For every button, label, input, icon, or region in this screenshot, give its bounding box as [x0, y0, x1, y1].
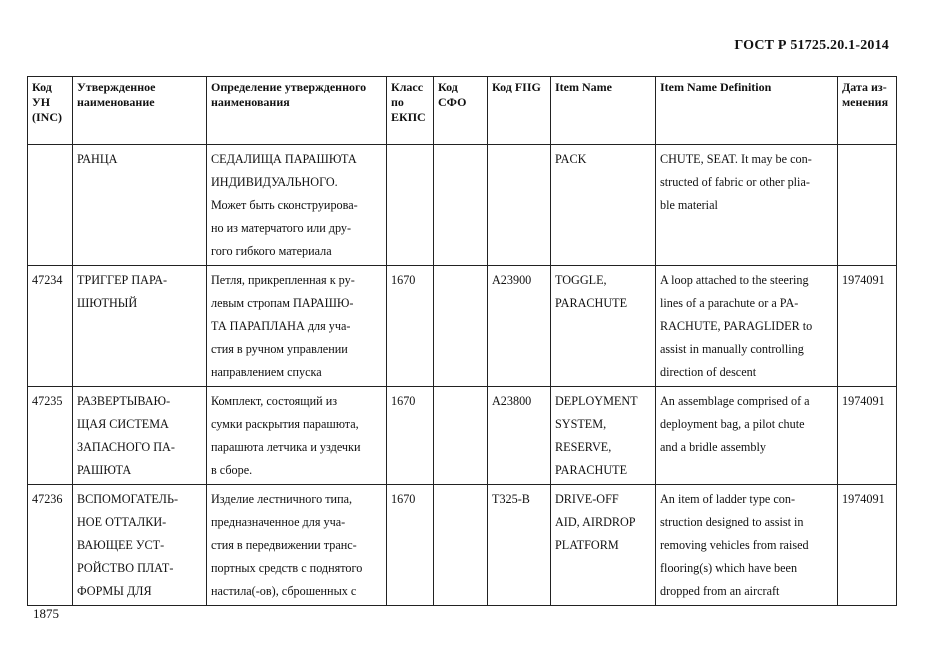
cell-ekps: 1670 [387, 266, 434, 387]
cell-text-line: An item of ladder type con- [660, 492, 796, 506]
cell-text-line: RESERVE, [555, 440, 612, 454]
cell-text-line: Комплект, состоящий из [211, 394, 338, 408]
cell-text-line: TOGGLE, [555, 273, 607, 287]
cell-text-line: and a bridle assembly [660, 440, 766, 454]
cell-text-line: dropped from an aircraft [660, 584, 780, 598]
cell-text-line: НОЕ ОТТАЛКИ- [77, 515, 167, 529]
cell-text-line: Изделие лестничного типа, [211, 492, 353, 506]
cell-text-line: CHUTE, SEAT. It may be con- [660, 152, 812, 166]
page-number: 1875 [33, 606, 59, 621]
cell-text-line: ИНДИВИДУАЛЬНОГО. [211, 175, 338, 189]
table-body [28, 145, 897, 606]
cell-definition [207, 145, 387, 266]
cell-text-line: ТРИГГЕР ПАРА- [77, 273, 168, 287]
cell-text-line: парашюта летчика и уздечки [211, 440, 361, 454]
header-ekps: Класс по ЕКПС [387, 77, 434, 145]
cell-text-line: ФОРМЫ ДЛЯ [77, 584, 152, 598]
cell-change-date [838, 145, 897, 266]
cell-text-line: lines of a parachute or a PA- [660, 296, 799, 310]
cell-fiig [488, 145, 551, 266]
cell-ekps: 1670 [387, 387, 434, 485]
cell-item-name [551, 145, 656, 266]
cell-inc: 47234 [28, 266, 73, 387]
cell-text-line: struction designed to assist in [660, 515, 804, 529]
cell-sfo [434, 485, 488, 606]
cell-fiig: T325-B [488, 485, 551, 606]
cell-fiig: A23900 [488, 266, 551, 387]
table-row [28, 485, 897, 606]
cell-text-line: РАШЮТА [77, 463, 132, 477]
cell-text-line: РАНЦА [77, 152, 118, 166]
header-change-date: Дата из-менения [838, 77, 897, 145]
cell-text-line: assist in manually controlling [660, 342, 804, 356]
cell-change-date: 1974091 [838, 485, 897, 606]
header-approved-name: Утвержденное наименование [73, 77, 207, 145]
cell-text-line: настила(-ов), сброшенных с [211, 584, 357, 598]
cell-text-line: ВАЮЩЕЕ УСТ- [77, 538, 165, 552]
cell-text-line: RACHUTE, PARAGLIDER to [660, 319, 813, 333]
document-id-header: ГОСТ Р 51725.20.1-2014 [734, 38, 889, 53]
cell-definition [207, 266, 387, 387]
cell-inc: 47235 [28, 387, 73, 485]
cell-ekps [387, 145, 434, 266]
cell-text-line: гого гибкого материала [211, 244, 332, 258]
cell-text-line: ВСПОМОГАТЕЛЬ- [77, 492, 178, 506]
cell-text-line: DRIVE-OFF [555, 492, 619, 506]
cell-text-line: предназначенное для уча- [211, 515, 346, 529]
cell-item-name [551, 387, 656, 485]
cell-sfo [434, 145, 488, 266]
cell-text-line: стия в ручном управлении [211, 342, 348, 356]
cell-ekps: 1670 [387, 485, 434, 606]
cell-text-line: direction of descent [660, 365, 757, 379]
classification-table [27, 76, 897, 606]
cell-text-line: левым стропам ПАРАШЮ- [211, 296, 354, 310]
cell-text-line: PARACHUTE [555, 463, 628, 477]
cell-text-line: ТА ПАРАПЛАНА для уча- [211, 319, 351, 333]
cell-text-line: ble material [660, 198, 718, 212]
cell-text-line: ЗАПАСНОГО ПА- [77, 440, 175, 454]
header-item-name: Item Name [551, 77, 656, 145]
cell-text-line: Петля, прикрепленная к ру- [211, 273, 355, 287]
cell-item-name [551, 266, 656, 387]
cell-inc: 47236 [28, 485, 73, 606]
header-inc: Код УН (INC) [28, 77, 73, 145]
cell-text-line: Может быть сконструирова- [211, 198, 358, 212]
cell-approved-name [73, 145, 207, 266]
cell-text-line: removing vehicles from raised [660, 538, 809, 552]
cell-item-name [551, 485, 656, 606]
cell-definition [207, 387, 387, 485]
cell-text-line: PACK [555, 152, 587, 166]
header-definition: Определение утвержденного наименования [207, 77, 387, 145]
cell-text-line: но из матерчатого или дру- [211, 221, 352, 235]
cell-text-line: РАЗВЕРТЫВАЮ- [77, 394, 171, 408]
cell-approved-name [73, 266, 207, 387]
cell-text-line: в сборе. [211, 463, 253, 477]
cell-text-line: SYSTEM, [555, 417, 607, 431]
cell-fiig: A23800 [488, 387, 551, 485]
cell-item-definition [656, 387, 838, 485]
cell-text-line: AID, AIRDROP [555, 515, 636, 529]
cell-text-line: СЕДАЛИЩА ПАРАШЮТА [211, 152, 357, 166]
header-sfo: Код СФО [434, 77, 488, 145]
cell-text-line: РОЙСТВО ПЛАТ- [77, 561, 174, 575]
header-item-name-definition: Item Name Definition [656, 77, 838, 145]
cell-definition [207, 485, 387, 606]
cell-approved-name [73, 387, 207, 485]
cell-text-line: flooring(s) which have been [660, 561, 798, 575]
cell-text-line: A loop attached to the steering [660, 273, 809, 287]
table-row [28, 266, 897, 387]
cell-sfo [434, 266, 488, 387]
cell-change-date: 1974091 [838, 387, 897, 485]
cell-text-line: ШЮТНЫЙ [77, 296, 138, 310]
cell-text-line: An assemblage comprised of a [660, 394, 810, 408]
table-row [28, 145, 897, 266]
cell-item-definition [656, 145, 838, 266]
cell-text-line: портных средств с поднятого [211, 561, 363, 575]
cell-text-line: стия в передвижении транс- [211, 538, 357, 552]
cell-text-line: направлением спуска [211, 365, 322, 379]
cell-approved-name [73, 485, 207, 606]
cell-text-line: structed of fabric or other plia- [660, 175, 810, 189]
cell-text-line: PARACHUTE [555, 296, 628, 310]
table-row [28, 387, 897, 485]
cell-text-line: ЩАЯ СИСТЕМА [77, 417, 169, 431]
cell-text-line: PLATFORM [555, 538, 619, 552]
cell-item-definition [656, 266, 838, 387]
cell-item-definition [656, 485, 838, 606]
table-header-row [28, 77, 897, 145]
cell-text-line: deployment bag, a pilot chute [660, 417, 805, 431]
cell-change-date: 1974091 [838, 266, 897, 387]
header-fiig: Код FIIG [488, 77, 551, 145]
cell-text-line: DEPLOYMENT [555, 394, 638, 408]
cell-text-line: сумки раскрытия парашюта, [211, 417, 359, 431]
cell-inc [28, 145, 73, 266]
cell-sfo [434, 387, 488, 485]
